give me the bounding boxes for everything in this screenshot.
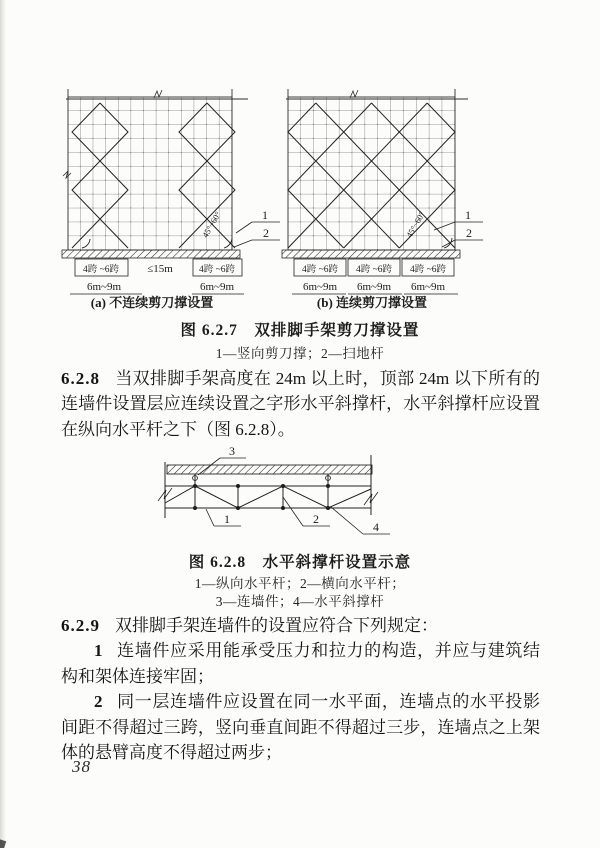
subcaption-b: (b) 连续剪刀撑设置 <box>316 295 428 310</box>
dim-under-a2: 6m~9m <box>199 281 235 293</box>
subcaption-a: (a) 不连续剪刀撑设置 <box>90 295 214 310</box>
ground-hatch-a <box>62 250 240 258</box>
wall-ties <box>193 474 331 486</box>
callout-1-a: 1 <box>262 208 268 222</box>
dim-span-a1: 4跨 ~6跨 <box>82 265 120 275</box>
clause-6-2-8 <box>61 366 540 442</box>
dim-under-b2: 6m~9m <box>356 281 392 293</box>
figure-628-diagram <box>140 444 470 548</box>
dim-span-b1: 4跨 ~6跨 <box>301 265 339 275</box>
clause-text-line3: 在纵向水平杆之下（图 6.2.8）。 <box>61 419 295 439</box>
clause-number: 6.2.8 <box>61 369 100 388</box>
clause-6-2-9 <box>61 613 540 765</box>
item1-line2: 构和架体连接牢固； <box>61 666 214 686</box>
zigzag-brace <box>165 486 371 508</box>
callouts-a <box>234 208 280 247</box>
dim-under-b1: 6m~9m <box>302 281 338 293</box>
item2-line1: 2 同一层连墙件应设置在同一水平面，连墙点的水平投影 <box>94 692 540 712</box>
callout-2-a: 2 <box>263 226 269 240</box>
dim-under-a1: 6m~9m <box>86 281 122 293</box>
callout-1-b: 1 <box>465 208 471 222</box>
page-number: 38 <box>72 757 91 776</box>
item-number: 1 <box>94 641 103 661</box>
figure-627-caption: 图 6.2.7 双排脚手架剪刀撑设置 <box>180 322 420 339</box>
ground-hatch-b <box>282 250 460 258</box>
item1-line1: 1 连墙件应采用能承受压力和拉力的构造，并应与建筑结 <box>94 641 540 661</box>
scan-edge-shadow <box>0 0 6 848</box>
callout-2: 2 <box>313 512 319 526</box>
dim-under-b3: 6m~9m <box>410 281 446 293</box>
scaffold-grid-b <box>286 89 468 250</box>
callout-2-b: 2 <box>466 226 472 240</box>
item2-line3: 体的悬臂高度不得超过两步； <box>61 743 282 763</box>
wall-hatch <box>167 465 372 474</box>
figure-627-legend: 1—竖向剪刀撑；2—扫地杆 <box>215 346 385 361</box>
clause-text-line1: 当双排脚手架高度在 24m 以上时，顶部 24m 以下所有的 <box>115 369 540 388</box>
dimensions-a <box>70 259 244 294</box>
item2-line2: 间距不得超过三跨，竖向垂直间距不得超过三步，连墙点之上架 <box>61 717 540 737</box>
clause-number: 6.2.9 <box>61 616 100 635</box>
figure-628-caption: 图 6.2.8 水平斜撑杆设置示意 <box>188 554 412 571</box>
clause-text-line2: 连墙件设置层应连续设置之字形水平斜撑杆，水平斜撑杆应设置 <box>61 394 540 414</box>
angle-label-b: 45°~60° <box>403 209 427 240</box>
figure-628-callouts <box>198 444 390 534</box>
figure-628-legend-line1: 1—纵向水平杆；2—横向水平杆； <box>194 576 406 591</box>
figure-627-diagram <box>54 86 546 312</box>
dim-span-b3: 4跨 ~6跨 <box>409 265 447 275</box>
dim-mid-a: ≤15m <box>147 263 173 275</box>
angle-label-a: 45°~60° <box>199 209 223 240</box>
item-number: 2 <box>94 692 103 712</box>
callout-3: 3 <box>229 444 235 458</box>
figure-628-legend-line2: 3—连墙件；4—水平斜撑杆 <box>215 594 385 609</box>
callout-4: 4 <box>373 520 379 534</box>
dim-span-b2: 4跨 ~6跨 <box>355 265 393 275</box>
clause-heading: 双排脚手架连墙件的设置应符合下列规定： <box>115 616 438 635</box>
dim-span-a2: 4跨 ~6跨 <box>198 265 236 275</box>
dimensions-b <box>292 259 458 294</box>
callout-1: 1 <box>224 512 230 526</box>
